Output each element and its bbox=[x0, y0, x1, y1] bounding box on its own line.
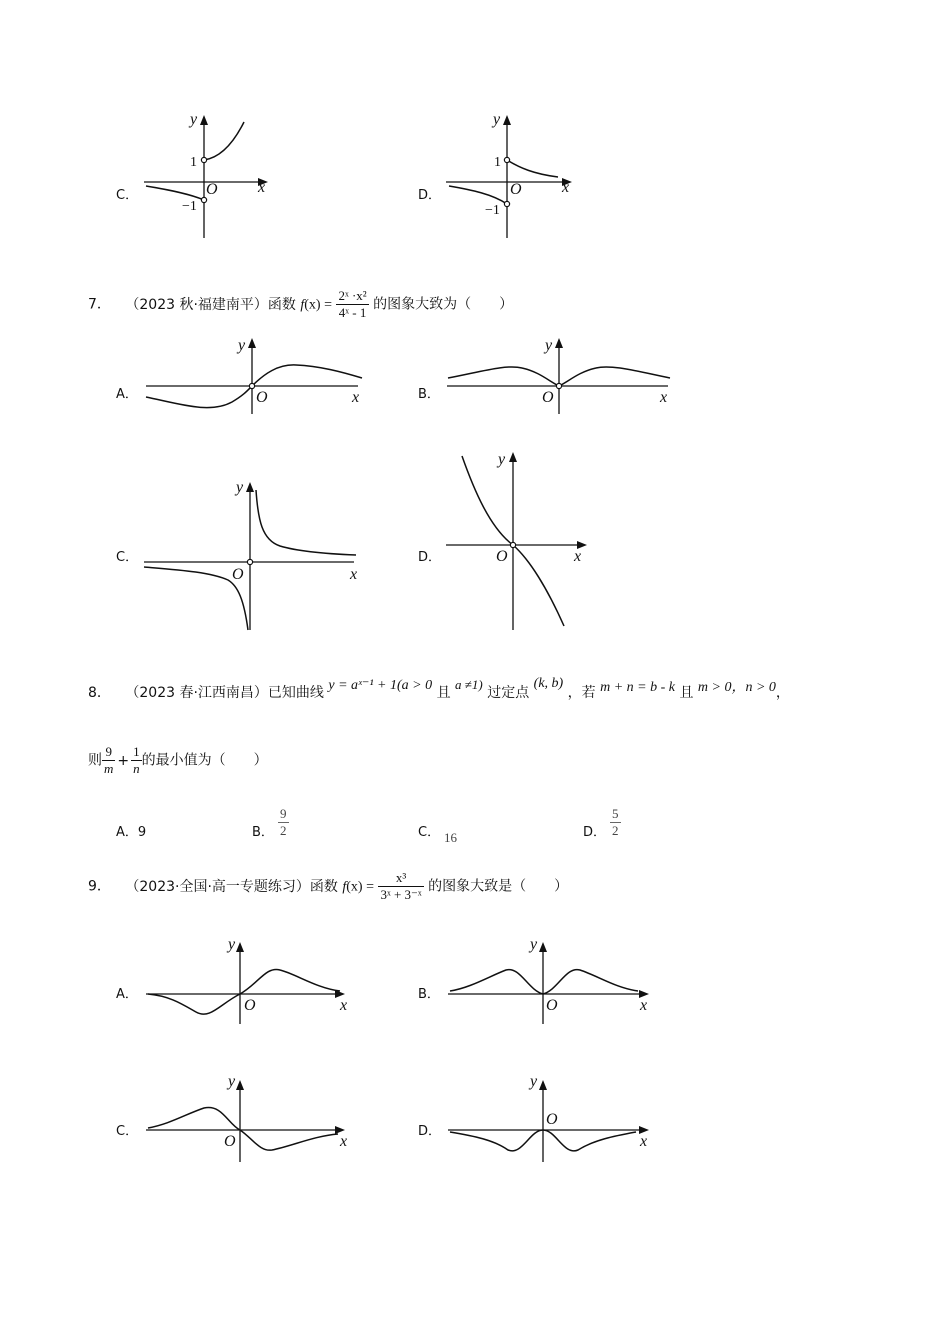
q8-frac2-num: 1 bbox=[133, 744, 140, 759]
q6c-one: 1 bbox=[190, 155, 197, 170]
q9-numerator: x³ bbox=[378, 870, 423, 887]
q8-cond: a ≠1) bbox=[455, 677, 483, 692]
q8-then: 则 bbox=[88, 752, 102, 769]
q9-source: （2023·全国·高一专题练习）函数 bbox=[125, 878, 338, 895]
q8-option-c-value: 16 bbox=[444, 830, 457, 845]
q7-tail: 的图象大致为（ ） bbox=[373, 296, 514, 313]
q9-option-c-label: C． bbox=[116, 1124, 139, 1139]
q6c-origin: O bbox=[206, 181, 218, 198]
q9d-y-label: y bbox=[530, 1073, 538, 1090]
q8-passes: 过定点 bbox=[487, 685, 530, 701]
q7d-y-label: y bbox=[498, 451, 506, 468]
q7b-y-label: y bbox=[545, 337, 553, 354]
q7-denominator: 4ˣ - 1 bbox=[338, 305, 367, 320]
q8-plus: + bbox=[117, 752, 130, 769]
q9c-origin: O bbox=[224, 1133, 236, 1150]
q9b-origin: O bbox=[546, 997, 558, 1014]
q9-denominator: 3ˣ + 3⁻ˣ bbox=[380, 887, 422, 902]
q9-tail: 的图象大致是（ ） bbox=[428, 878, 569, 895]
q9-func-f: f bbox=[342, 879, 347, 895]
q7d-x-label: x bbox=[574, 548, 582, 565]
q9-option-d-label: D． bbox=[418, 1124, 442, 1139]
q6d-origin: O bbox=[510, 181, 522, 198]
q6d-one: 1 bbox=[494, 155, 501, 170]
q9b-y-label: y bbox=[530, 936, 538, 953]
q6-option-c-label: C． bbox=[116, 188, 139, 203]
q8-option-d-den: 2 bbox=[612, 823, 619, 838]
q9b-x-label: x bbox=[640, 997, 648, 1014]
q7c-origin: O bbox=[232, 566, 244, 583]
q8-frac1-den: m bbox=[104, 761, 114, 776]
q7c-y-label: y bbox=[236, 479, 244, 496]
q7a-x-label: x bbox=[352, 389, 360, 406]
q8-point: (k, b) bbox=[533, 676, 564, 691]
q9c-y-label: y bbox=[228, 1073, 236, 1090]
q8-option-c-label: C． bbox=[418, 825, 441, 840]
q6d-x-label: x bbox=[562, 179, 570, 196]
q9-func-x: (x) = bbox=[346, 879, 374, 895]
q8-option-a: A．9 bbox=[116, 825, 147, 840]
q9a-x-label: x bbox=[340, 997, 348, 1014]
q7d-origin: O bbox=[496, 548, 508, 565]
q8-and2: 且 bbox=[679, 685, 694, 701]
q6c-x-label: x bbox=[258, 179, 266, 196]
q9d-origin: O bbox=[546, 1111, 558, 1128]
q7-option-a-label: A． bbox=[116, 387, 138, 402]
q7a-y-label: y bbox=[238, 337, 246, 354]
q8-comma: ， bbox=[775, 685, 790, 701]
q7c-x-label: x bbox=[350, 566, 358, 583]
q7-option-d-label: D． bbox=[418, 550, 442, 565]
q9a-y-label: y bbox=[228, 936, 236, 953]
q9c-x-label: x bbox=[340, 1133, 348, 1150]
q9-number: 9． bbox=[88, 878, 111, 895]
q8-and1: 且 bbox=[436, 685, 451, 701]
q8-option-b-label: B． bbox=[252, 825, 274, 840]
q7-numerator: 2ˣ ·x² bbox=[338, 288, 367, 303]
q9a-origin: O bbox=[244, 997, 256, 1014]
q8-source: （2023 春·江西南昌）已知曲线 bbox=[125, 685, 324, 701]
q6d-neg-one: −1 bbox=[485, 203, 500, 218]
q7-func-x: (x) = bbox=[304, 297, 332, 313]
q6c-neg-one: −1 bbox=[182, 199, 197, 214]
q6c-y-label: y bbox=[190, 111, 198, 128]
q9d-x-label: x bbox=[640, 1133, 648, 1150]
q9-option-b-label: B． bbox=[418, 987, 440, 1002]
q8-option-b-num: 9 bbox=[280, 806, 287, 821]
q8-frac2-den: n bbox=[133, 761, 140, 776]
q8-curve: y = aˣ⁻¹ + 1(a > 0 bbox=[328, 678, 433, 693]
q9-option-a-label: A． bbox=[116, 987, 138, 1002]
q8-if: ，若 bbox=[567, 685, 596, 701]
q7-option-c-label: C． bbox=[116, 550, 139, 565]
q8-number: 8． bbox=[88, 685, 111, 701]
q8-frac1-num: 9 bbox=[102, 744, 115, 761]
q8-option-d-num: 5 bbox=[612, 806, 619, 821]
q8-ask: 的最小值为（ ） bbox=[141, 752, 268, 769]
q7b-origin: O bbox=[542, 389, 554, 406]
q8-option-b-den: 2 bbox=[280, 823, 287, 838]
q7-source: （2023 秋·福建南平）函数 bbox=[125, 296, 296, 313]
q8-pos: m > 0，n > 0 bbox=[697, 680, 776, 695]
q7-number: 7． bbox=[88, 296, 111, 313]
q7b-x-label: x bbox=[660, 389, 668, 406]
q7-option-b-label: B． bbox=[418, 387, 440, 402]
q6d-y-label: y bbox=[493, 111, 501, 128]
q8-option-d-label: D． bbox=[583, 825, 607, 840]
q7a-origin: O bbox=[256, 389, 268, 406]
q8-eq: m + n = b - k bbox=[600, 680, 675, 695]
q7-func-f: f bbox=[300, 297, 305, 313]
q6-option-d-label: D． bbox=[418, 188, 442, 203]
